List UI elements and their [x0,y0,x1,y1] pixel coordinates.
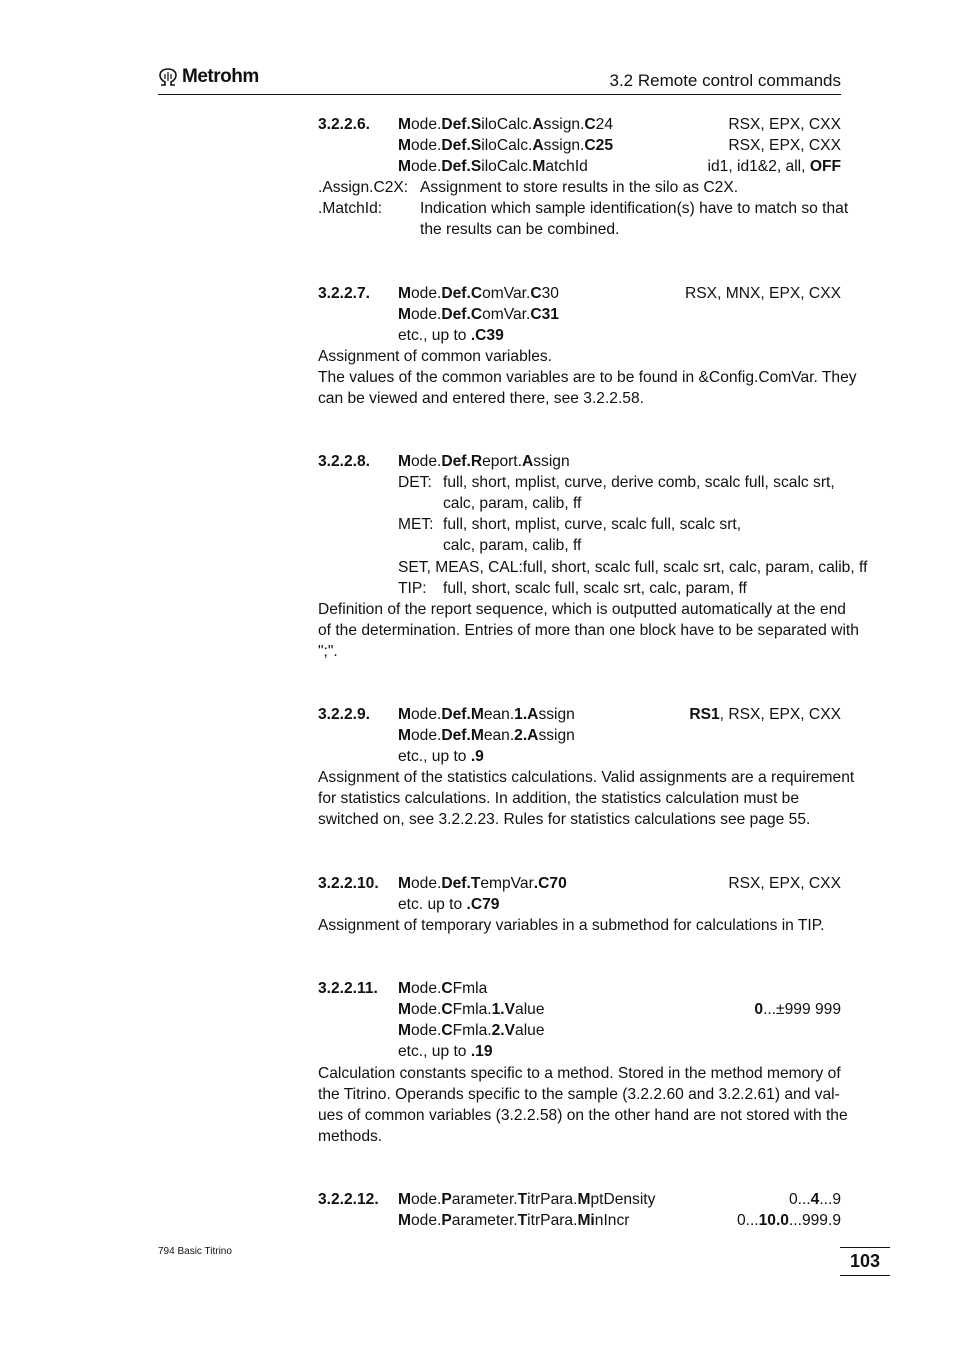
param-label: .Assign.C2X: [318,179,409,196]
section-title: 3.2 Remote control commands [609,71,841,90]
device-list: RS1, RSX, EPX, CXX [689,706,841,723]
value-range: 0...10.0...999.9 [736,1212,841,1229]
section-number: 3.2.2.10. [318,875,379,892]
body-text: ues of common variables (3.2.2.58) on the other hand are not stored with the [318,1107,848,1124]
header-rule [158,94,841,95]
command-line: Mode.CFmla.1.Value [398,1001,545,1018]
page-number-rule [840,1247,890,1248]
command-line: Mode.Def.Report.Assign [398,453,570,470]
command-line: etc., up to .9 [398,748,484,765]
body-text: Definition of the report sequence, which is outputted automatically at the end [318,601,846,618]
command-line: Mode.Def.SiloCalc.MatchId [398,158,588,175]
param-description: Assignment to store results in the silo as C2X. [420,179,739,196]
body-text: ";". [318,643,338,660]
command-line: Mode.Def.ComVar.C30 [398,285,559,302]
body-text: of the determination. Entries of more than one block have to be separated with [318,622,859,639]
option-values: SET, MEAS, CAL:full, short, scalc full, scalc srt, calc, param, calib, ff [398,559,868,576]
option-label: DET: [398,474,432,491]
command-line: Mode.CFmla.2.Value [398,1022,545,1039]
device-list: RSX, EPX, CXX [728,137,841,154]
device-list: RSX, EPX, CXX [728,116,841,133]
section-number: 3.2.2.7. [318,285,371,302]
command-line: Mode.Def.Mean.2.Assign [398,727,575,744]
command-line: Mode.CFmla [398,980,488,997]
command-line: etc., up to .19 [398,1043,493,1060]
body-text: the Titrino. Operands specific to the sample (3.2.2.60 and 3.2.2.61) and val- [318,1086,840,1103]
body-text: methods. [318,1128,383,1145]
device-list: RSX, EPX, CXX [728,875,841,892]
brand-logo [158,66,259,88]
option-values: full, short, mplist, curve, derive comb, scalc full, scalc srt, [443,474,835,491]
param-description: the results can be combined. [420,221,620,238]
option-label: TIP: [398,580,427,597]
command-line: etc., up to .C39 [398,327,504,344]
omega-icon [158,68,178,86]
brand-name: Metrohm [182,66,259,87]
body-text: switched on, see 3.2.2.23. Rules for statistics calculations see page 55. [318,811,811,828]
command-line: Mode.Def.SiloCalc.Assign.C25 [398,137,613,154]
option-values: calc, param, calib, ff [443,537,582,554]
section-number: 3.2.2.9. [318,706,371,723]
command-line: Mode.Def.ComVar.C31 [398,306,559,323]
option-label: MET: [398,516,434,533]
body-text: The values of the common variables are to be found in &Config.ComVar. They [318,369,857,386]
section-number: 3.2.2.12. [318,1191,379,1208]
body-text: Assignment of common variables. [318,348,553,365]
body-text: for statistics calculations. In addition, the statistics calculation must be [318,790,800,807]
document-name: 794 Basic Titrino [158,1246,232,1257]
body-text: Assignment of the statistics calculations. Valid assignments are a requirement [318,769,855,786]
body-text: Calculation constants specific to a method. Stored in the method memory of [318,1065,841,1082]
value-range: 0...4...9 [788,1191,841,1208]
command-line: Mode.Def.SiloCalc.Assign.C24 [398,116,614,133]
body-text: Assignment of temporary variables in a submethod for calculations in TIP. [318,917,825,934]
command-line: Mode.Def.TempVar.C70 [398,875,567,892]
param-description: Indication which sample identification(s) have to match so that [420,200,849,217]
command-line: Mode.Parameter.TitrPara.MptDensity [398,1191,656,1208]
page-number-rule [840,1275,890,1276]
param-label: .MatchId: [318,200,383,217]
command-line: Mode.Parameter.TitrPara.MinIncr [398,1212,630,1229]
section-number: 3.2.2.6. [318,116,371,133]
command-line: Mode.Def.Mean.1.Assign [398,706,575,723]
value-range: 0...±999 999 [754,1001,841,1018]
option-values: calc, param, calib, ff [443,495,582,512]
section-number: 3.2.2.11. [318,980,378,997]
option-values: full, short, scalc full, scalc srt, calc, param, ff [443,580,747,597]
section-number: 3.2.2.8. [318,453,371,470]
device-list: RSX, MNX, EPX, CXX [685,285,841,302]
body-text: can be viewed and entered there, see 3.2.2.58. [318,390,644,407]
page-number: 103 [849,1251,881,1271]
value-range: id1, id1&2, all, OFF [707,158,841,175]
command-line: etc. up to .C79 [398,896,500,913]
option-values: full, short, mplist, curve, scalc full, scalc srt, [443,516,742,533]
